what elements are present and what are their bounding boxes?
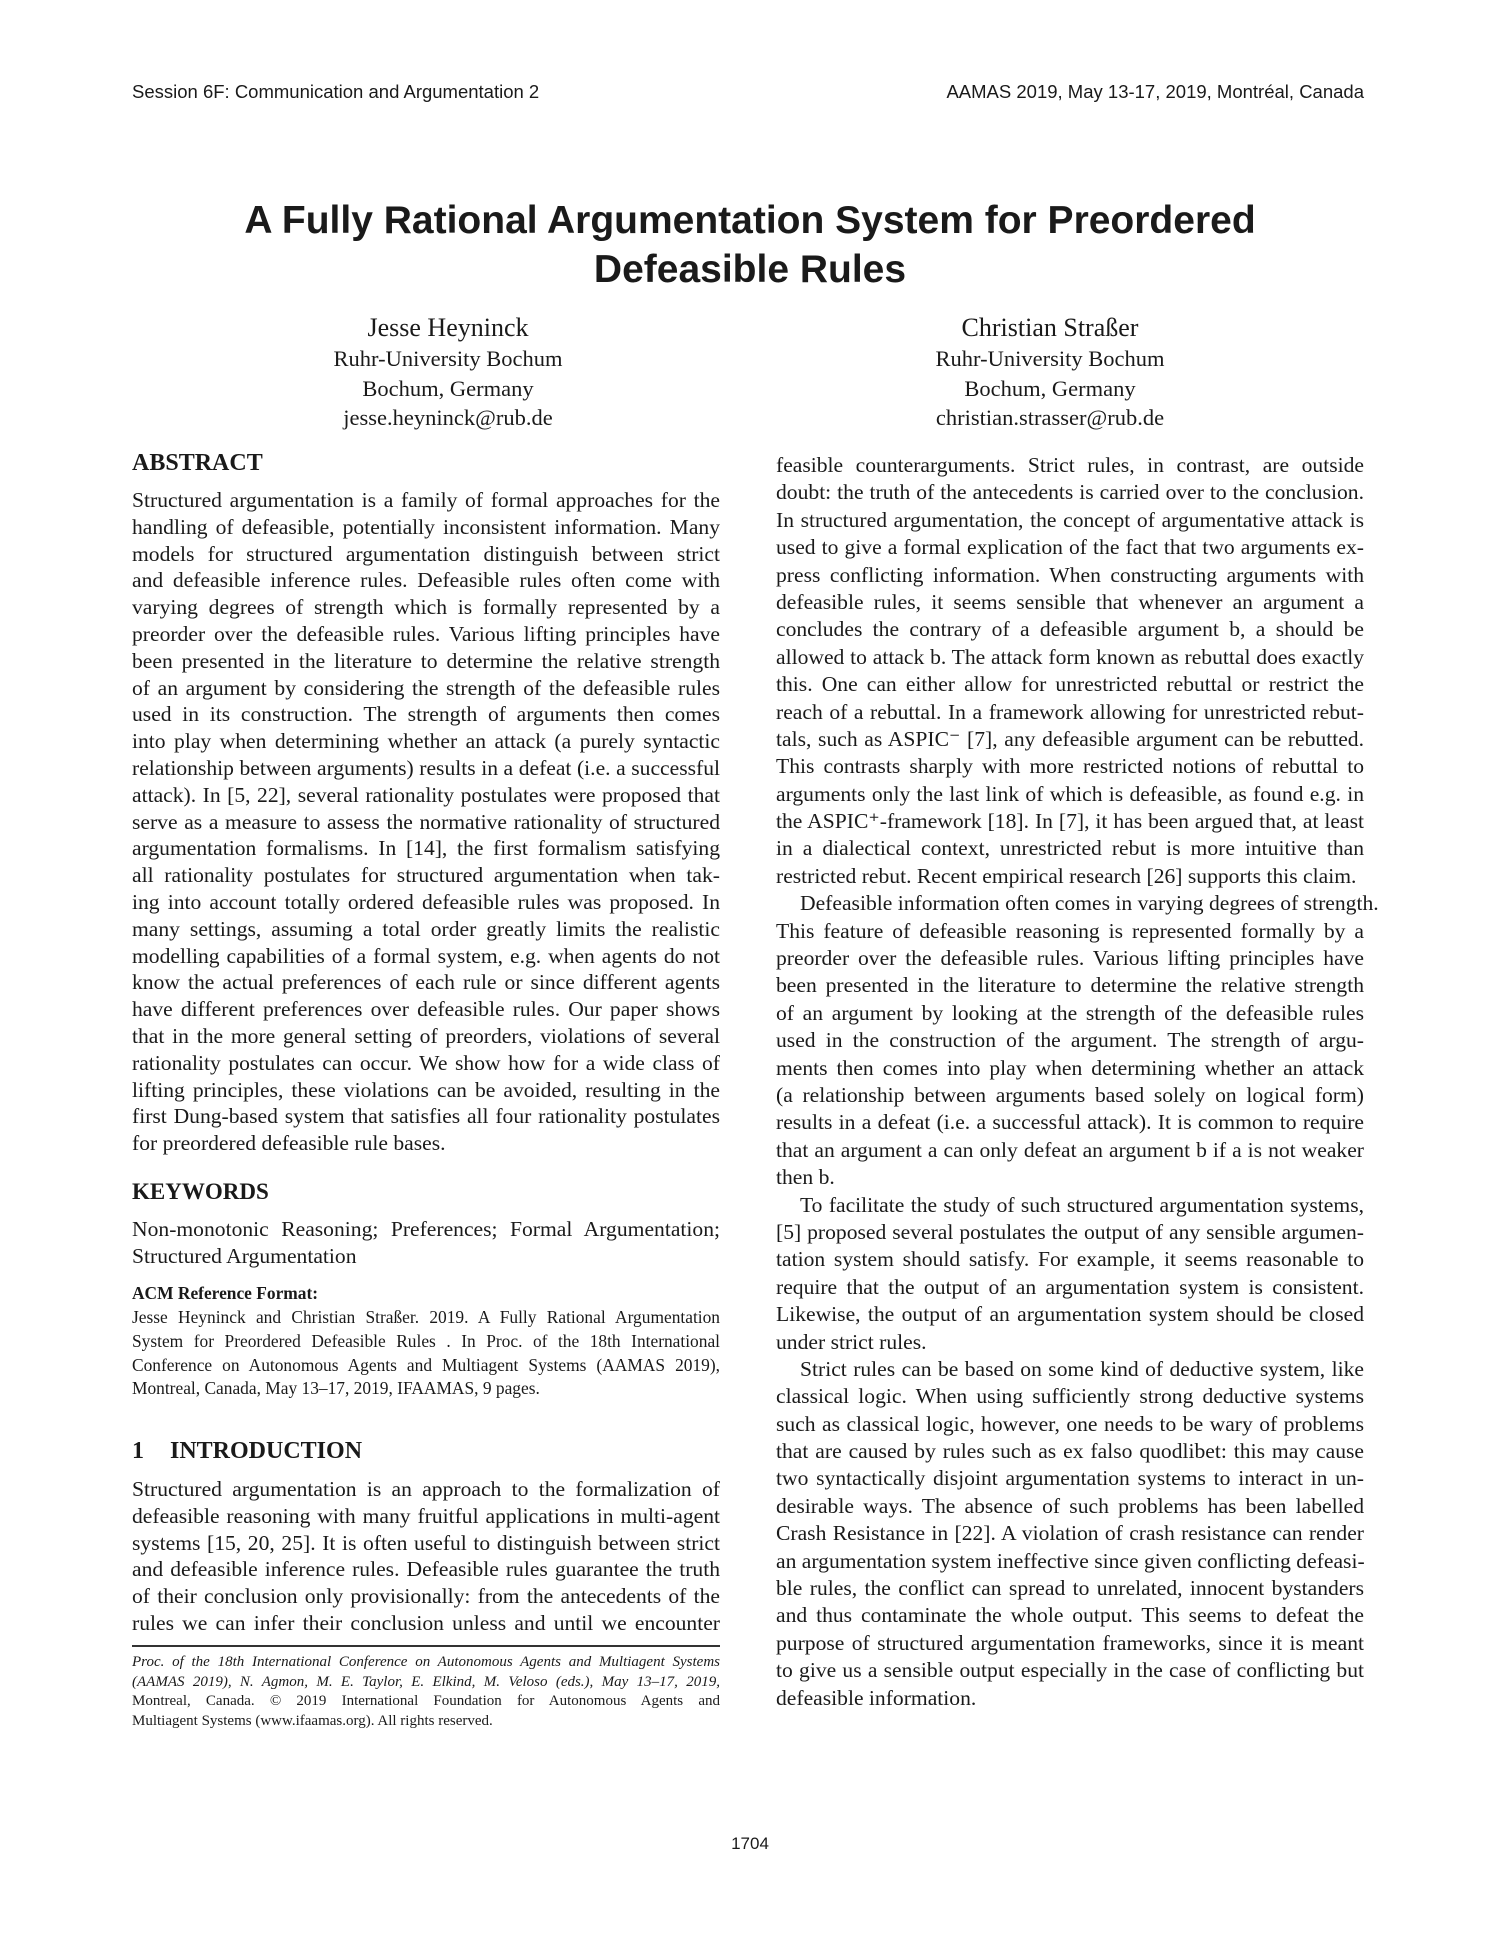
section-number: 1 — [132, 1438, 144, 1464]
text-line: (a relationship between arguments based solely on logical form) — [776, 1082, 1364, 1107]
text-line: used in its construction. The strength of arguments then comes — [132, 702, 720, 727]
author-affiliation: Ruhr-University Bochum — [935, 346, 1165, 371]
copyright-footnote — [132, 1653, 720, 1731]
author-location: Bochum, Germany — [964, 375, 1136, 401]
keywords-heading: KEYWORDS — [132, 1179, 269, 1204]
text-line: Defeasible information often comes in varying degrees of strength. — [800, 891, 1379, 916]
text-line: Non-monotonic Reasoning; Preferences; Formal Argumentation; — [132, 1217, 720, 1241]
text-line: all rationality postulates for structured argumentation when tak- — [132, 863, 720, 888]
text-line: allowed to attack b. The attack form known as rebuttal does exactly — [776, 644, 1364, 669]
text-line: that an argument a can only defeat an argument b if a is not weaker — [776, 1137, 1364, 1162]
text-line: This feature of defeasible reasoning is represented formally by a — [776, 918, 1364, 943]
introduction-body — [132, 1476, 720, 1637]
text-line: (AAMAS 2019), N. Agmon, M. E. Taylor, E. Elkind, M. Veloso (eds.), May 13–17, 2019, — [132, 1673, 720, 1690]
text-line: doubt: the truth of the antecedents is carried over to the conclusion. — [776, 480, 1364, 505]
text-line: the ASPIC⁺-framework [18]. In [7], it has been argued that, at least — [776, 809, 1364, 834]
text-line: and thus contaminate the whole output. This seems to defeat the — [776, 1603, 1364, 1628]
acm-reference-body — [132, 1306, 720, 1401]
text-line: been presented in the literature to determine the relative strength — [132, 648, 720, 673]
text-line: Jesse Heyninck and Christian Straßer. 2019. A Fully Rational Argumentation — [132, 1307, 720, 1327]
acm-reference-heading: ACM Reference Format: — [132, 1283, 319, 1303]
text-line: Conference on Autonomous Agents and Multiagent Systems (AAMAS 2019), — [132, 1354, 720, 1375]
text-line: Strict rules can be based on some kind of deductive system, like — [800, 1356, 1364, 1381]
text-line: reach of a rebuttal. In a framework allowing for unrestricted rebut- — [776, 699, 1364, 724]
text-line: Structured argumentation is an approach to the formalization of — [132, 1477, 720, 1501]
text-line: classical logic. When using sufficiently strong deductive systems — [776, 1384, 1364, 1409]
text-line: handling of defeasible, potentially inconsistent information. Many — [132, 514, 720, 539]
text-line: know the actual preferences of each rule or since different agents — [132, 970, 720, 995]
text-line: modelling capabilities of a formal system, e.g. when agents do not — [132, 943, 720, 968]
author-email[interactable]: christian.strasser@rub.de — [935, 405, 1165, 430]
text-line: System for Preordered Defeasible Rules . In Proc. of the 18th International — [132, 1330, 720, 1351]
text-line: restricted rebut. Recent empirical research [26] supports this claim. — [776, 863, 1357, 888]
text-line: many settings, assuming a total order greatly limits the realistic — [132, 916, 720, 941]
text-line: In structured argumentation, the concept of argumentative attack is — [776, 507, 1364, 532]
text-line: results in a defeat (i.e. a successful attack). It is common to require — [776, 1110, 1364, 1135]
introduction-body-continued — [776, 452, 1379, 1712]
text-line: first Dung-based system that satisfies all four rationality postulates — [132, 1104, 720, 1129]
text-line: defeasible information. — [776, 1685, 977, 1710]
text-line: and defeasible inference rules. Defeasible rules guarantee the truth — [132, 1557, 720, 1582]
section-title: INTRODUCTION — [170, 1438, 363, 1464]
text-line: of an argument by looking at the strength of the defeasible rules — [776, 1000, 1364, 1025]
text-line: desirable ways. The absence of such problems has been labelled — [776, 1493, 1364, 1518]
text-line: such as classical logic, however, one needs to be wary of problems — [776, 1411, 1364, 1436]
text-line: models for structured argumentation distinguish between strict — [132, 541, 720, 566]
running-header-session: Session 6F: Communication and Argumentation 2 — [132, 81, 540, 102]
title-line: Defeasible Rules — [593, 248, 907, 291]
text-line: Structured Argumentation — [132, 1243, 357, 1268]
text-line: into play when determining whether an attack (a purely syntactic — [132, 729, 720, 754]
text-line: of an argument by considering the strength of the defeasible rules — [132, 675, 720, 700]
text-line: used in the construction of the argument. The strength of argu- — [776, 1028, 1364, 1053]
text-line: require that the output of an argumentation system is consistent. — [776, 1274, 1364, 1299]
text-line: varying degrees of strength which is formally represented by a — [132, 595, 720, 620]
text-line: that are caused by rules such as ex falso quodlibet: this may cause — [776, 1439, 1364, 1464]
text-line: been presented in the literature to determine the relative strength — [776, 973, 1364, 998]
text-line: purpose of structured argumentation frameworks, since it is meant — [776, 1630, 1364, 1655]
introduction-heading — [132, 1438, 362, 1465]
text-line: ments then comes into play when determining whether an attack — [776, 1055, 1364, 1080]
text-line: Proc. of the 18th International Conference on Autonomous Agents and Multiagent Systems — [132, 1654, 720, 1670]
text-line: used to give a formal explication of the fact that two arguments ex- — [776, 535, 1364, 560]
text-line: rules we can infer their conclusion unless and until we encounter — [132, 1610, 720, 1635]
author-affiliation: Ruhr-University Bochum — [333, 346, 563, 371]
author-name: Christian Straßer — [961, 313, 1139, 342]
text-line: Structured argumentation is a family of formal approaches for the — [132, 488, 720, 512]
text-line: lifting principles, these violations can be avoided, resulting in the — [132, 1077, 720, 1102]
text-line: tals, such as ASPIC⁻ [7], any defeasible argument can be rebutted. — [776, 726, 1364, 751]
text-line: [5] proposed several postulates the output of any sensible argumen- — [776, 1219, 1364, 1244]
text-line: To facilitate the study of such structured argumentation systems, — [800, 1192, 1364, 1217]
text-line: that in the more general setting of preorders, violations of several — [132, 1023, 720, 1048]
paragraph — [776, 452, 1364, 890]
title-line: A Fully Rational Argumentation System for Preordered — [244, 199, 1256, 242]
page-number: 1704 — [731, 1834, 769, 1853]
text-line: this. One can either allow for unrestricted rebuttal or restrict the — [776, 672, 1364, 697]
text-line: ble rules, the conflict can spread to unrelated, innocent bystanders — [776, 1576, 1364, 1601]
text-line: This contrasts sharply with more restricted notions of rebuttal to — [776, 754, 1364, 779]
footnote-divider — [132, 1645, 720, 1647]
paragraph — [776, 1356, 1364, 1712]
text-line: preorder over the defeasible rules. Various lifting principles have — [132, 621, 720, 646]
text-line: ing into account totally ordered defeasible rules was proposed. In — [132, 889, 720, 914]
running-header-conference: AAMAS 2019, May 13-17, 2019, Montréal, Canada — [946, 81, 1364, 102]
paragraph — [776, 1192, 1364, 1356]
text-line: to give us a sensible output especially in the case of conflicting but — [776, 1658, 1364, 1683]
text-line: feasible counterarguments. Strict rules, in contrast, are outside — [776, 453, 1364, 477]
text-line: have different preferences over defeasible rules. Our paper shows — [132, 997, 720, 1022]
keywords-body — [132, 1216, 720, 1270]
text-line: defeasible reasoning with many fruitful applications in multi-agent — [132, 1503, 720, 1528]
text-line: in a dialectical context, unrestricted rebut is more intuitive than — [776, 836, 1364, 861]
text-line: defeasible rules, it seems sensible that whenever an argument a — [776, 589, 1364, 614]
text-line: arguments only the last link of which is defeasible, as found e.g. in — [776, 781, 1364, 806]
text-line: argumentation formalisms. In [14], the first formalism satisfying — [132, 836, 720, 861]
text-line: concludes the contrary of a defeasible argument b, a should be — [776, 617, 1364, 642]
text-line: an argumentation system ineffective since given conflicting defeasi- — [776, 1548, 1365, 1573]
text-line: rationality postulates can occur. We show how for a wide class of — [132, 1050, 720, 1075]
text-line: Multiagent Systems (www.ifaamas.org). All rights reserved. — [132, 1712, 493, 1729]
paper-title — [0, 196, 1500, 294]
author-block — [198, 312, 698, 433]
text-line: Montreal, Canada, May 13–17, 2019, IFAAMAS, 9 pages. — [132, 1378, 540, 1399]
text-line: attack). In [5, 22], several rationality postulates were proposed that — [132, 782, 720, 807]
abstract-heading: ABSTRACT — [132, 450, 263, 476]
text-line: Montreal, Canada. © 2019 International Foundation for Autonomous Agents and — [132, 1693, 720, 1710]
author-block — [800, 312, 1300, 433]
text-line: systems [15, 20, 25]. It is often useful to distinguish between strict — [132, 1530, 720, 1555]
text-line: for preordered defeasible rule bases. — [132, 1131, 446, 1156]
author-location: Bochum, Germany — [362, 375, 534, 401]
abstract-body — [132, 487, 720, 1157]
text-line: preorder over the defeasible rules. Various lifting principles have — [776, 946, 1364, 971]
author-name: Jesse Heyninck — [367, 313, 529, 342]
text-line: of their conclusion only provisionally: from the antecedents of the — [132, 1584, 720, 1609]
text-line: then b. — [776, 1165, 835, 1190]
text-line: serve as a measure to assess the normative rationality of structured — [132, 809, 720, 834]
text-line: tation system should satisfy. For example, it seems reasonable to — [776, 1247, 1364, 1272]
author-email[interactable]: jesse.heyninck@rub.de — [343, 405, 553, 430]
text-line: two syntactically disjoint argumentation systems to interact in un- — [776, 1466, 1364, 1491]
text-line: press conflicting information. When constructing arguments with — [776, 562, 1364, 587]
text-line: and defeasible inference rules. Defeasible rules often come with — [132, 568, 720, 593]
text-line: under strict rules. — [776, 1329, 927, 1354]
text-line: Crash Resistance in [22]. A violation of crash resistance can render — [776, 1521, 1364, 1546]
text-line: relationship between arguments) results in a defeat (i.e. a successful — [132, 755, 720, 780]
paragraph — [776, 890, 1379, 1191]
text-line: Likewise, the output of an argumentation system should be closed — [776, 1302, 1364, 1327]
